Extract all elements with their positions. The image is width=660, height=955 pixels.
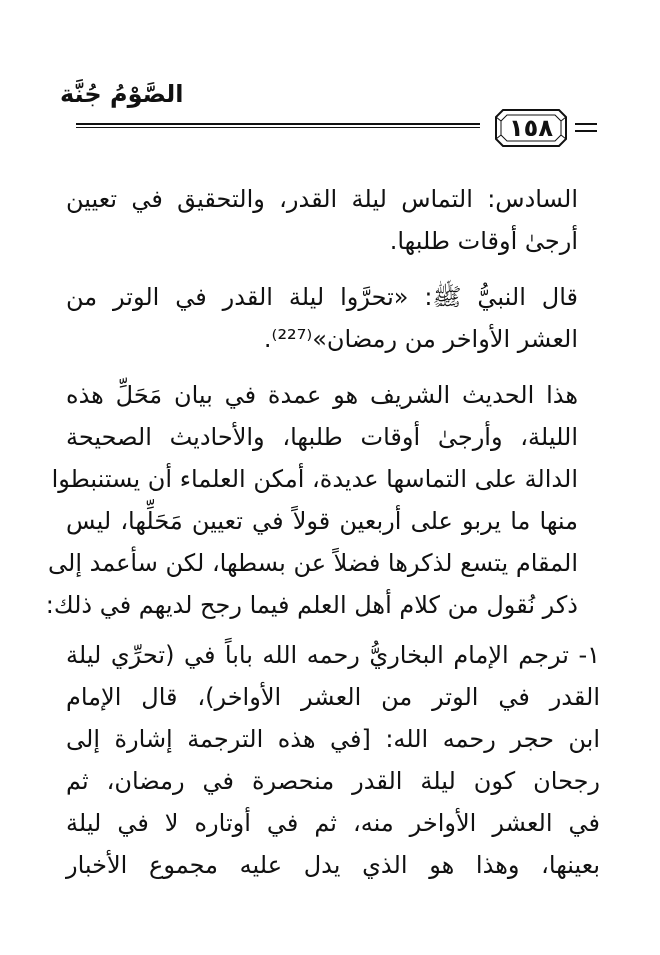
text-line: منها ما يربو على أربعين قولاً في تعيين مَحَلِّها، ليس [66,507,578,535]
text-line: أرجىٰ أوقات طلبها. [389,227,578,255]
page-number: ١٥٨ [509,114,553,142]
header-rule-short [575,123,597,125]
page-body [45,170,600,886]
text-line: ابن حجر رحمه الله: [في هذه الترجمة إشارة إلى [66,725,600,753]
text-line: القدر في الوتر من العشر الأواخر)، قال الإمام [66,683,600,711]
text-line: هذا الحديث الشريف هو عمدة في بيان مَحَلِّ هذه [66,381,578,409]
list-item [66,634,600,886]
header-rule [76,123,480,128]
text-line: ذكر نُقول من كلام أهل العلم فيما رجح لديهم في ذلك: [45,591,578,619]
text-line: الدالة على التماسها عديدة، أمكن العلماء أن يستنبطوا [51,465,578,493]
page-number-frame [493,107,569,149]
text-line: العشر الأواخر من رمضان»⁽²²⁷⁾. [263,325,578,353]
header-rule-short [575,130,597,132]
text-line: السادس: التماس ليلة القدر، والتحقيق في تعيين [66,185,578,213]
page-header [0,0,660,170]
paragraph [66,276,600,360]
text-line: بعينها، وهذا هو الذي يدل عليه مجموع الأخبار [66,851,600,879]
text-line: رجحان كون ليلة القدر منحصرة في رمضان، ثم [66,767,600,795]
text-line: في العشر الأواخر منه، ثم في أوتاره لا في ليلة [66,809,600,837]
paragraph [45,374,600,626]
text-line: المقام يتسع لذكرها فضلاً عن بسطها، لكن سأعمد إلى [48,549,578,577]
book-title: الصَّوْمُ جُنَّة [60,80,184,108]
text-line: ١- ترجم الإمام البخاريُّ رحمه الله باباً في (تحرِّي ليلة [66,641,600,669]
text-line: قال النبيُّ ﷺ: «تحرَّوا ليلة القدر في الوتر من [66,283,578,311]
text-line: الليلة، وأرجىٰ أوقات طلبها، والأحاديث الصحيحة [66,423,578,451]
paragraph [66,178,600,262]
